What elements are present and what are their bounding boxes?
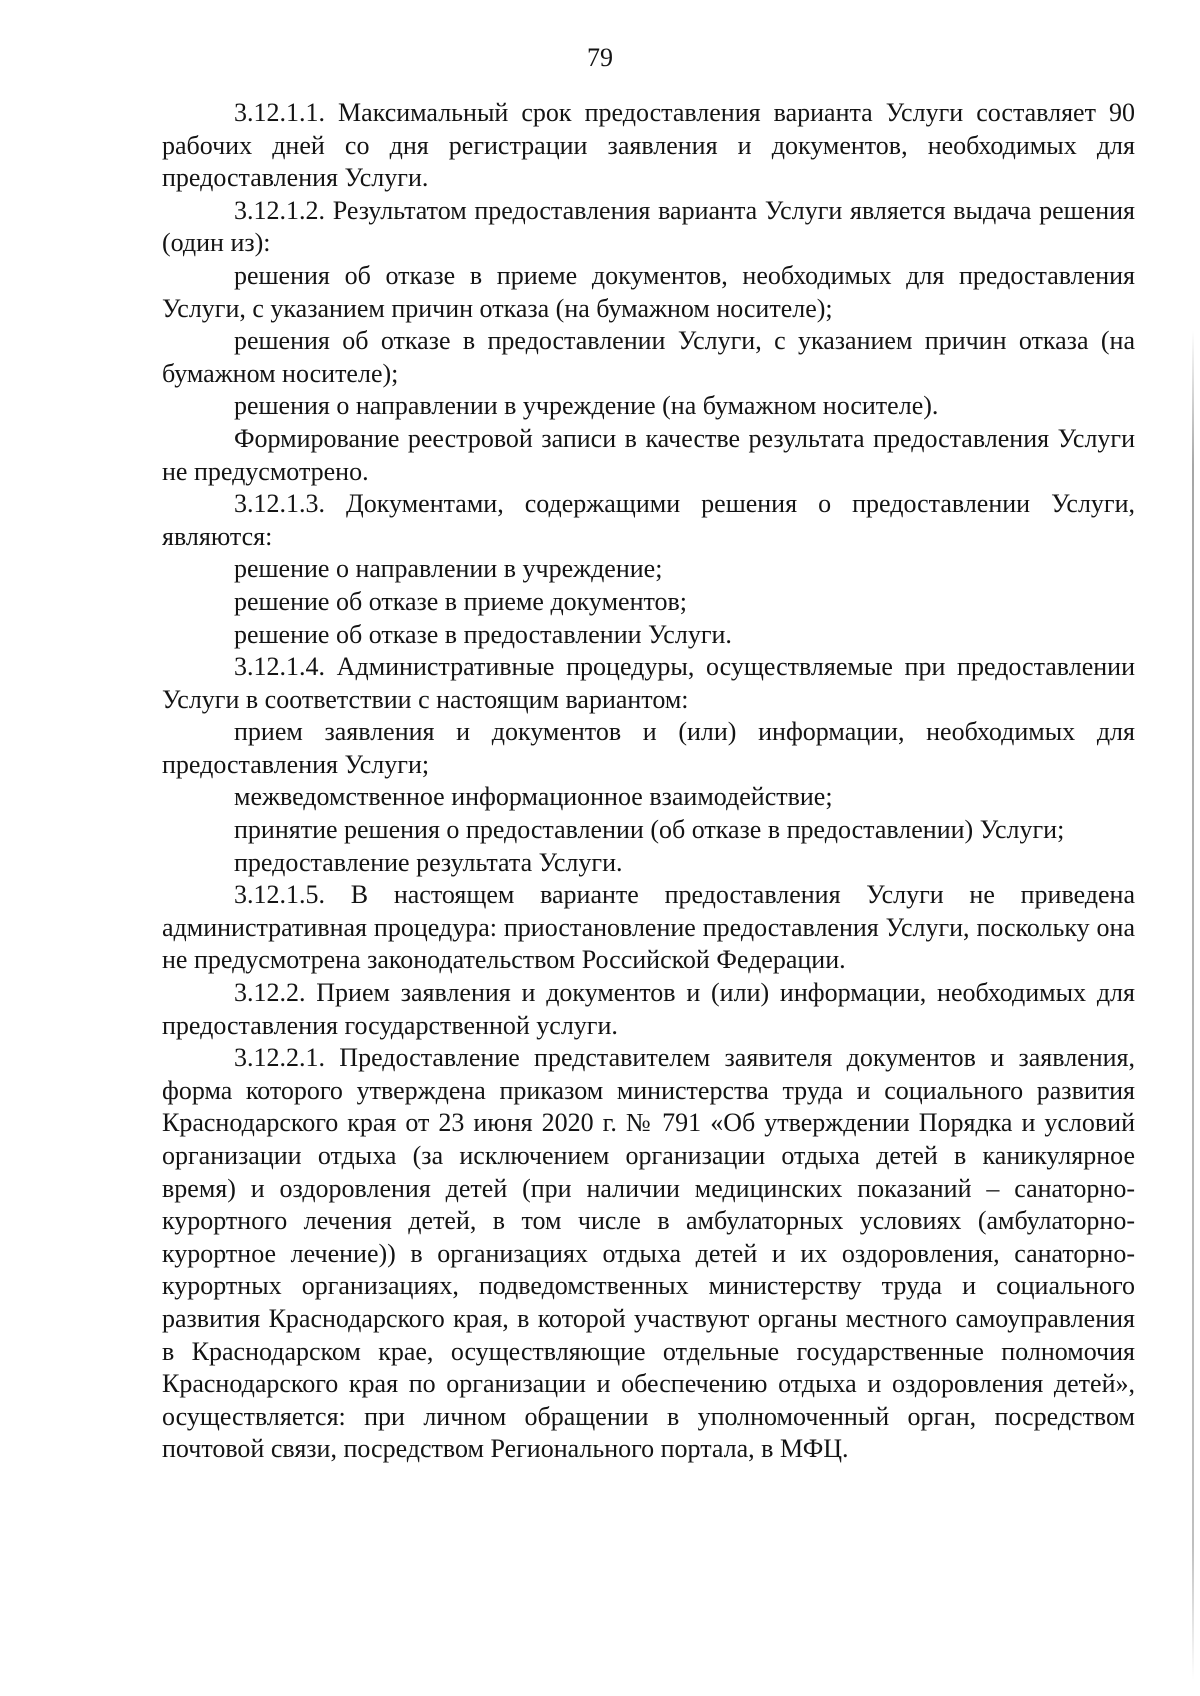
paragraph-3-12-1-2: 3.12.1.2. Результатом предоставления варианта Услуги является выдача решения (один из): [162, 195, 1135, 258]
page-number: 79 [587, 43, 613, 72]
list-item-refusal-service: решение об отказе в предоставлении Услуги. [234, 619, 732, 649]
list-item-refusal-documents: решение об отказе в приеме документов; [234, 586, 688, 616]
paragraph-3-12-1-5: 3.12.1.5. В настоящем варианте предоставления Услуги не приведена административная процедура: приостановление предоставления Услуги, поскольку она не предусмотрена законодательством Российской Федерации. [162, 880, 1135, 975]
paragraph-3-12-1-3: 3.12.1.3. Документами, содержащими решения о предоставлении Услуги, являются: [162, 489, 1135, 551]
list-item-result: предоставление результата Услуги. [234, 847, 623, 877]
paragraph-3-12-1-4: 3.12.1.4. Административные процедуры, осуществляемые при предоставлении Услуги в соответствии с настоящим вариантом: [162, 652, 1135, 714]
list-item-application-intake: прием заявления и документов и (или) информации, необходимых для предоставления Услуги; [162, 717, 1135, 779]
list-item-referral-decision: решения о направлении в учреждение (на бумажном носителе). [234, 391, 939, 421]
paragraph-registry-record: Формирование реестровой записи в качестве результата предоставления Услуги не предусмотрено. [162, 423, 1135, 486]
paragraph-3-12-2-1: 3.12.2.1. Предоставление представителем заявителя документов и заявления, форма которого утверждена приказом министерства труда и социального развития Краснодарского края от 23 июня 2020 г. № 791 «Об утверждении Порядка и условий организации отдыха (за исключением организации отдыха детей в каникулярное время) и оздоровления детей (при наличии медицинских показаний – санаторно-курортного лечения детей, в том числе в амбулаторных условиях (амбулаторно-курортное лечение)) в организациях отдыха детей и их оздоровления, санаторно-курортных организациях, подведомственных министерству труда и социального развития Краснодарского края, в которой участвуют органы местного самоуправления в Краснодарском крае, осуществляющие отдельные государственные полномочия Краснодарского края по организации и обеспечению отдыха и оздоровления детей», осуществляется: при личном обращении в уполномоченный орган, посредством почтовой связи, посредством Регионального портала, в МФЦ. [162, 1043, 1135, 1464]
paragraph-3-12-2: 3.12.2. Прием заявления и документов и (или) информации, необходимых для предоставления государственной услуги. [162, 978, 1135, 1040]
document-body [162, 97, 1135, 1466]
list-item-decision: принятие решения о предоставлении (об отказе в предоставлении) Услуги; [234, 815, 1065, 845]
list-item-interagency: межведомственное информационное взаимодействие; [234, 782, 833, 812]
list-item-referral: решение о направлении в учреждение; [234, 554, 663, 584]
list-item-refusal-acceptance: решения об отказе в приеме документов, необходимых для предоставления Услуги, с указанием причин отказа (на бумажном носителе); [162, 260, 1135, 323]
scan-edge-line [1192, 330, 1194, 1680]
list-item-refusal-provision: решения об отказе в предоставлении Услуги, с указанием причин отказа (на бумажном носителе); [162, 326, 1135, 388]
paragraph-3-12-1-1: 3.12.1.1. Максимальный срок предоставления варианта Услуги составляет 90 рабочих дней со дня регистрации заявления и документов, необходимых для предоставления Услуги. [162, 98, 1135, 193]
